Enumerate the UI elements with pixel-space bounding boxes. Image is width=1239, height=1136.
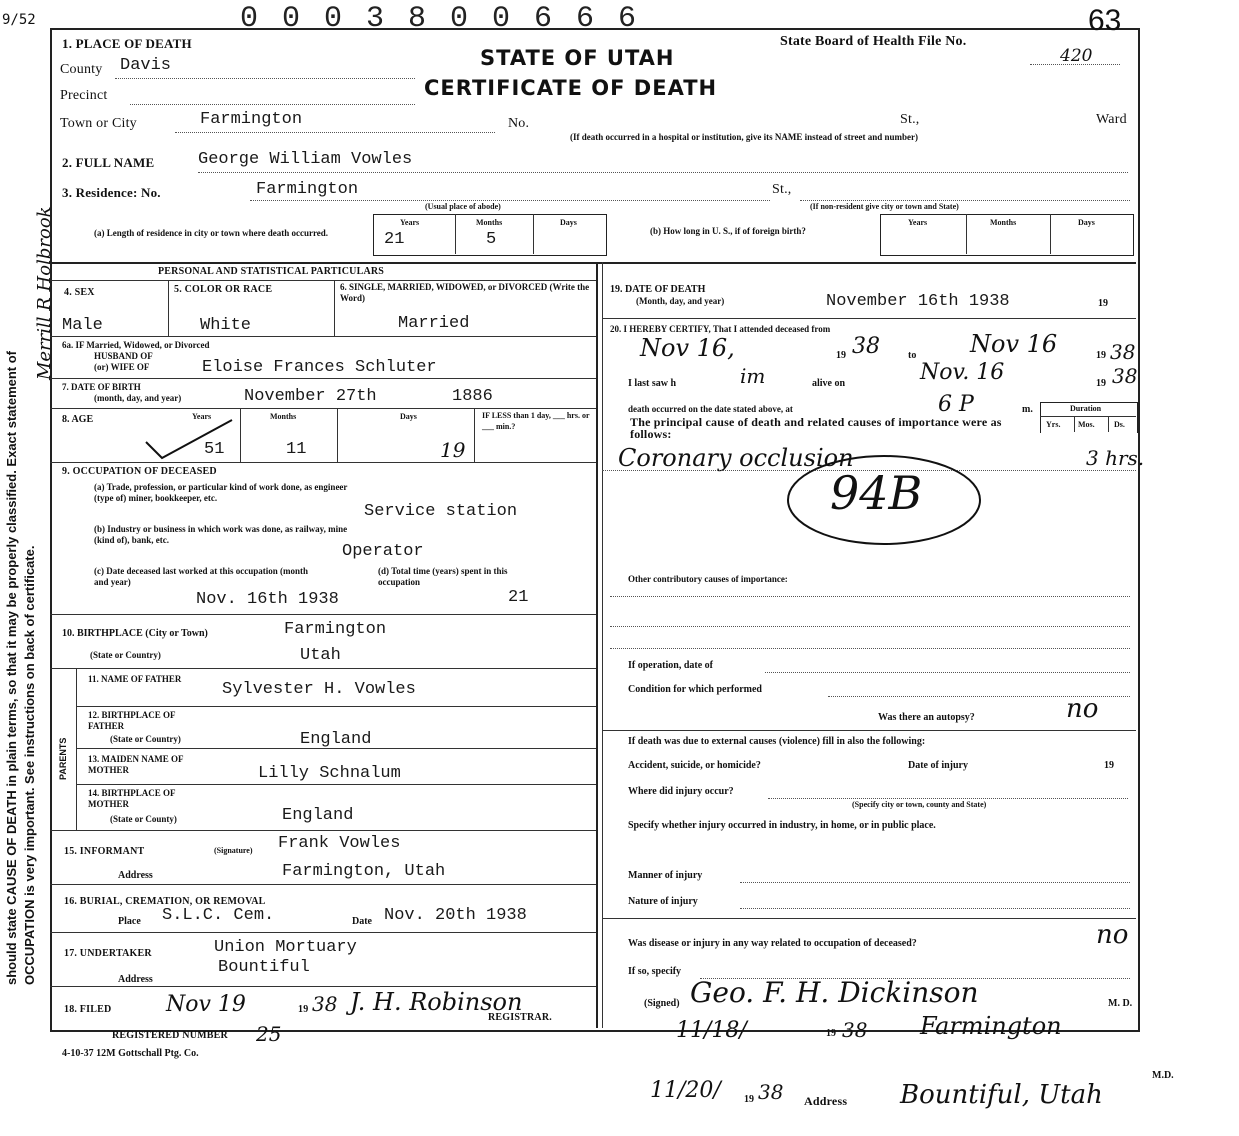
- ward-label: Ward: [1096, 112, 1127, 127]
- attended-to-year: 38: [1110, 340, 1136, 364]
- sign-year: 38: [842, 1018, 868, 1042]
- birthplace-state: Utah: [300, 646, 341, 665]
- injury-year: 19: [1104, 760, 1114, 771]
- father-birthplace-sub: (State or Country): [110, 734, 181, 744]
- spouse-value: Eloise Frances Schluter: [202, 358, 437, 377]
- street-no-label: No.: [508, 116, 530, 131]
- town-label: Town or City: [60, 116, 137, 131]
- bottom-md-label: M.D.: [1152, 1070, 1174, 1081]
- trade-label: (a) Trade, profession, or particular kind of work done, as engineer (type of) miner, bookkeeper, etc.: [94, 482, 348, 503]
- to-label: to: [908, 350, 917, 361]
- town-value: Farmington: [200, 110, 303, 129]
- last-saw-label: I last saw h: [628, 378, 677, 389]
- board-file-number: 420: [1060, 46, 1093, 66]
- industry-value: Operator: [342, 542, 424, 561]
- sheet-number: 63: [1088, 4, 1122, 37]
- foreign-days-label: Days: [1078, 218, 1095, 227]
- full-name-value: George William Vowles: [198, 150, 413, 169]
- foreign-months-label: Months: [990, 218, 1017, 227]
- operation-label: If operation, date of: [628, 660, 713, 671]
- place-of-death-heading: 1. PLACE OF DEATH: [62, 36, 192, 51]
- nature-label: Nature of injury: [628, 896, 698, 907]
- sign-date: 11/18/: [676, 1018, 747, 1043]
- full-name-label: 2. FULL NAME: [62, 155, 155, 170]
- condition-label: Condition for which performed: [628, 684, 762, 695]
- autopsy-label: Was there an autopsy?: [878, 712, 975, 723]
- occupation-heading: 9. OCCUPATION OF DECEASED: [62, 466, 217, 477]
- foreign-birth-label: (b) How long in U. S., if of foreign birth?: [650, 226, 806, 236]
- mother-birthplace-value: England: [282, 806, 354, 825]
- burial-place: S.L.C. Cem.: [162, 906, 275, 925]
- occupation-related-label: Was disease or injury in any way related to occupation of deceased?: [628, 938, 917, 949]
- top-left-stamp: 9/52: [2, 12, 36, 28]
- bottom-address: Bountiful, Utah: [900, 1080, 1103, 1110]
- color-value: White: [200, 316, 252, 335]
- birthplace-label: 10. BIRTHPLACE (City or Town): [62, 628, 208, 639]
- residence-months-label: Months: [476, 218, 503, 227]
- spouse-label-2: HUSBAND OF: [94, 351, 153, 361]
- father-value: Sylvester H. Vowles: [222, 680, 416, 699]
- duration-yrs-label: Yrs.: [1046, 420, 1061, 429]
- cause-code: 94B: [830, 466, 923, 520]
- length-residence-label: [94, 228, 364, 238]
- birthplace-city: Farmington: [284, 620, 387, 639]
- attended-to-date: Nov 16: [970, 330, 1058, 358]
- informant-address-label: Address: [118, 870, 153, 881]
- filed-year-prefix: 19: [298, 1004, 309, 1015]
- alive-year: 38: [1112, 364, 1138, 388]
- other-causes-label: Other contributory causes of importance:: [628, 574, 788, 584]
- color-label: 5. COLOR OR RACE: [174, 284, 273, 295]
- filed-date: Nov 19: [166, 992, 246, 1017]
- undertaker-label: 17. UNDERTAKER: [64, 948, 152, 959]
- informant-label: 15. INFORMANT: [64, 846, 145, 857]
- father-birthplace-value: England: [300, 730, 372, 749]
- last-saw-value: im: [740, 364, 766, 388]
- dod-label-1: 19. DATE OF DEATH: [610, 284, 706, 295]
- residence-years-value: 21: [384, 230, 405, 249]
- death-time-label: death occurred on the date stated above, at: [628, 404, 793, 414]
- dod-value: November 16th 1938: [826, 292, 1010, 311]
- where-injury-label: Where did injury occur?: [628, 786, 734, 797]
- side-handwritten-name: Merrill R Holbrook: [34, 206, 55, 380]
- alive-year-prefix: 19: [1096, 378, 1106, 389]
- spouse-label-1: 6a. IF Married, Widowed, or Divorced: [62, 340, 210, 350]
- accident-label: Accident, suicide, or homicide?: [628, 760, 761, 771]
- physician-signature: Geo. F. H. Dickinson: [690, 976, 979, 1009]
- abode-note: (Usual place of abode): [425, 202, 501, 211]
- age-label: 8. AGE: [62, 414, 94, 425]
- manner-label: Manner of injury: [628, 870, 703, 881]
- cause-label: The principal cause of death and related causes of importance were as follows:: [630, 415, 1002, 441]
- burial-date-label: Date: [352, 916, 372, 927]
- md-label: M. D.: [1108, 998, 1133, 1009]
- external-causes-label: If death was due to external causes (violence) fill in also the following:: [628, 736, 926, 747]
- county-label: County: [60, 62, 103, 77]
- spouse-label-3: (or) WIFE OF: [94, 362, 150, 372]
- autopsy-value: no: [1066, 694, 1099, 724]
- occupation-related-value: no: [1096, 920, 1129, 950]
- undertaker-address-label: Address: [118, 974, 153, 985]
- sign-place: Farmington: [920, 1012, 1062, 1040]
- mother-birthplace-label: 14. BIRTHPLACE OF MOTHER: [88, 788, 176, 809]
- duration-label: Duration: [1070, 404, 1102, 413]
- residence-value: Farmington: [256, 180, 359, 199]
- residence-label: 3. Residence: No.: [62, 185, 161, 200]
- state-title: STATE OF UTAH: [480, 46, 675, 70]
- informant-address: Farmington, Utah: [282, 862, 446, 881]
- residence-years-label: Years: [400, 218, 420, 227]
- mother-birthplace-sub: (State or County): [110, 814, 177, 824]
- street-st-label: St.,: [900, 112, 920, 127]
- informant-value: Frank Vowles: [278, 834, 401, 853]
- marital-label: 6. SINGLE, MARRIED, WIDOWED, or DIVORCED (Write the Word): [340, 282, 590, 303]
- county-value: Davis: [120, 56, 172, 75]
- certificate-title: CERTIFICATE OF DEATH: [424, 76, 718, 100]
- side-instruction-line-2: OCCUPATION is very important. See instructions on back of certificate.: [22, 545, 37, 985]
- alive-date: Nov. 16: [920, 360, 1005, 385]
- last-worked-value: Nov. 16th 1938: [196, 590, 339, 609]
- birthplace-sublabel: (State or Country): [90, 650, 161, 660]
- sex-label: 4. SEX: [64, 287, 95, 298]
- personal-heading: PERSONAL AND STATISTICAL PARTICULARS: [158, 266, 385, 277]
- specify-place-label: Specify whether injury occurred in industry, in home, or in public place.: [628, 820, 936, 831]
- bottom-year-prefix: 19: [744, 1094, 754, 1105]
- registered-number-label: REGISTERED NUMBER: [112, 1030, 228, 1041]
- injury-date-label: Date of injury: [908, 760, 968, 771]
- if-so-label: If so, specify: [628, 966, 682, 977]
- filed-year: 38: [312, 992, 338, 1016]
- trade-value: Service station: [364, 502, 518, 521]
- dob-label-1: 7. DATE OF BIRTH: [62, 382, 141, 392]
- board-file-label: State Board of Health File No.: [780, 34, 967, 49]
- father-birthplace-label: 12. BIRTHPLACE OF FATHER: [88, 710, 176, 731]
- filed-label: 18. FILED: [64, 1004, 112, 1015]
- marital-value: Married: [398, 314, 470, 333]
- industry-label: (b) Industry or business in which work was done, as railway, mine (kind of), bank, etc.: [94, 524, 348, 545]
- dod-label-2: (Month, day, and year): [636, 296, 725, 306]
- nonresident-note: (If non-resident give city or town and State): [810, 202, 959, 211]
- duration-value: 3 hrs.: [1086, 446, 1145, 470]
- age-months-label: Months: [270, 412, 297, 421]
- from-year-prefix: 19: [836, 350, 846, 361]
- sex-value: Male: [62, 316, 103, 335]
- bottom-year: 38: [758, 1080, 784, 1104]
- total-time-value: 21: [508, 588, 529, 607]
- less-than-day: IF LESS than 1 day, ___ hrs. or ___ min.?: [482, 411, 590, 431]
- cause-value: Coronary occlusion: [618, 444, 854, 472]
- last-worked-label: (c) Date deceased last worked at this occupation (month and year): [94, 566, 308, 587]
- age-months-value: 11: [286, 440, 307, 459]
- dob-label-2: (month, day, and year): [94, 393, 182, 403]
- dob-value: November 27th: [244, 387, 377, 406]
- death-time: 6 P: [938, 392, 974, 417]
- informant-signature-label: (Signature): [214, 846, 253, 855]
- to-year-prefix: 19: [1096, 350, 1106, 361]
- certify-label: 20. I HEREBY CERTIFY, That I attended deceased from: [610, 324, 831, 334]
- residence-days-label: Days: [560, 218, 577, 227]
- sign-year-prefix: 19: [826, 1028, 836, 1039]
- mother-value: Lilly Schnalum: [258, 764, 401, 783]
- precinct-label: Precinct: [60, 88, 108, 103]
- signed-label: (Signed): [644, 998, 680, 1009]
- undertaker-value: Union Mortuary: [214, 938, 357, 957]
- age-days-label: Days: [400, 412, 417, 421]
- hospital-note: (If death occurred in a hospital or institution, give its NAME instead of street and number): [570, 132, 919, 142]
- specify-note: (Specify city or town, county and State): [852, 800, 987, 809]
- age-years-value: 51: [204, 440, 225, 459]
- duration-ds-label: Ds.: [1114, 420, 1125, 429]
- father-label: 11. NAME OF FATHER: [88, 674, 182, 684]
- burial-label: 16. BURIAL, CREMATION, OR REMOVAL: [64, 896, 266, 907]
- mother-label: 13. MAIDEN NAME OF MOTHER: [88, 754, 184, 775]
- attended-from-date: Nov 16,: [640, 334, 735, 362]
- duration-mos-label: Mos.: [1078, 420, 1095, 429]
- dod-suffix: 19: [1098, 298, 1108, 309]
- dob-year-value: 1886: [452, 387, 493, 406]
- alive-label: alive on: [812, 378, 846, 389]
- attended-from-year: 38: [852, 334, 880, 359]
- foreign-years-label: Years: [908, 218, 928, 227]
- registered-number: 25: [256, 1022, 282, 1046]
- burial-date: Nov. 20th 1938: [384, 906, 527, 925]
- age-years-label: Years: [192, 412, 212, 421]
- serial-number: 0 0 0 3 8 0 0 6 6 6: [240, 2, 640, 36]
- parents-side-label: PARENTS: [58, 737, 68, 780]
- length-residence-text: (a) Length of residence in city or town where death occurred.: [94, 228, 329, 238]
- undertaker-address: Bountiful: [218, 958, 310, 977]
- bottom-date: 11/20/: [650, 1078, 721, 1103]
- registrar-signature: J. H. Robinson: [350, 988, 523, 1016]
- printer-imprint: 4-10-37 12M Gottschall Ptg. Co.: [62, 1048, 199, 1059]
- residence-months-value: 5: [486, 230, 497, 249]
- bottom-address-label: Address: [804, 1094, 848, 1108]
- m-label: m.: [1022, 404, 1033, 415]
- age-days-value: 19: [440, 438, 466, 462]
- residence-st-label: St.,: [772, 182, 792, 197]
- burial-place-label: Place: [118, 916, 141, 927]
- total-time-label: (d) Total time (years) spent in this occupation: [378, 566, 508, 587]
- registrar-label: REGISTRAR.: [488, 1012, 552, 1023]
- side-instruction-line-1: should state CAUSE OF DEATH in plain terms, so that it may be properly classified. Exact statement of: [4, 350, 19, 985]
